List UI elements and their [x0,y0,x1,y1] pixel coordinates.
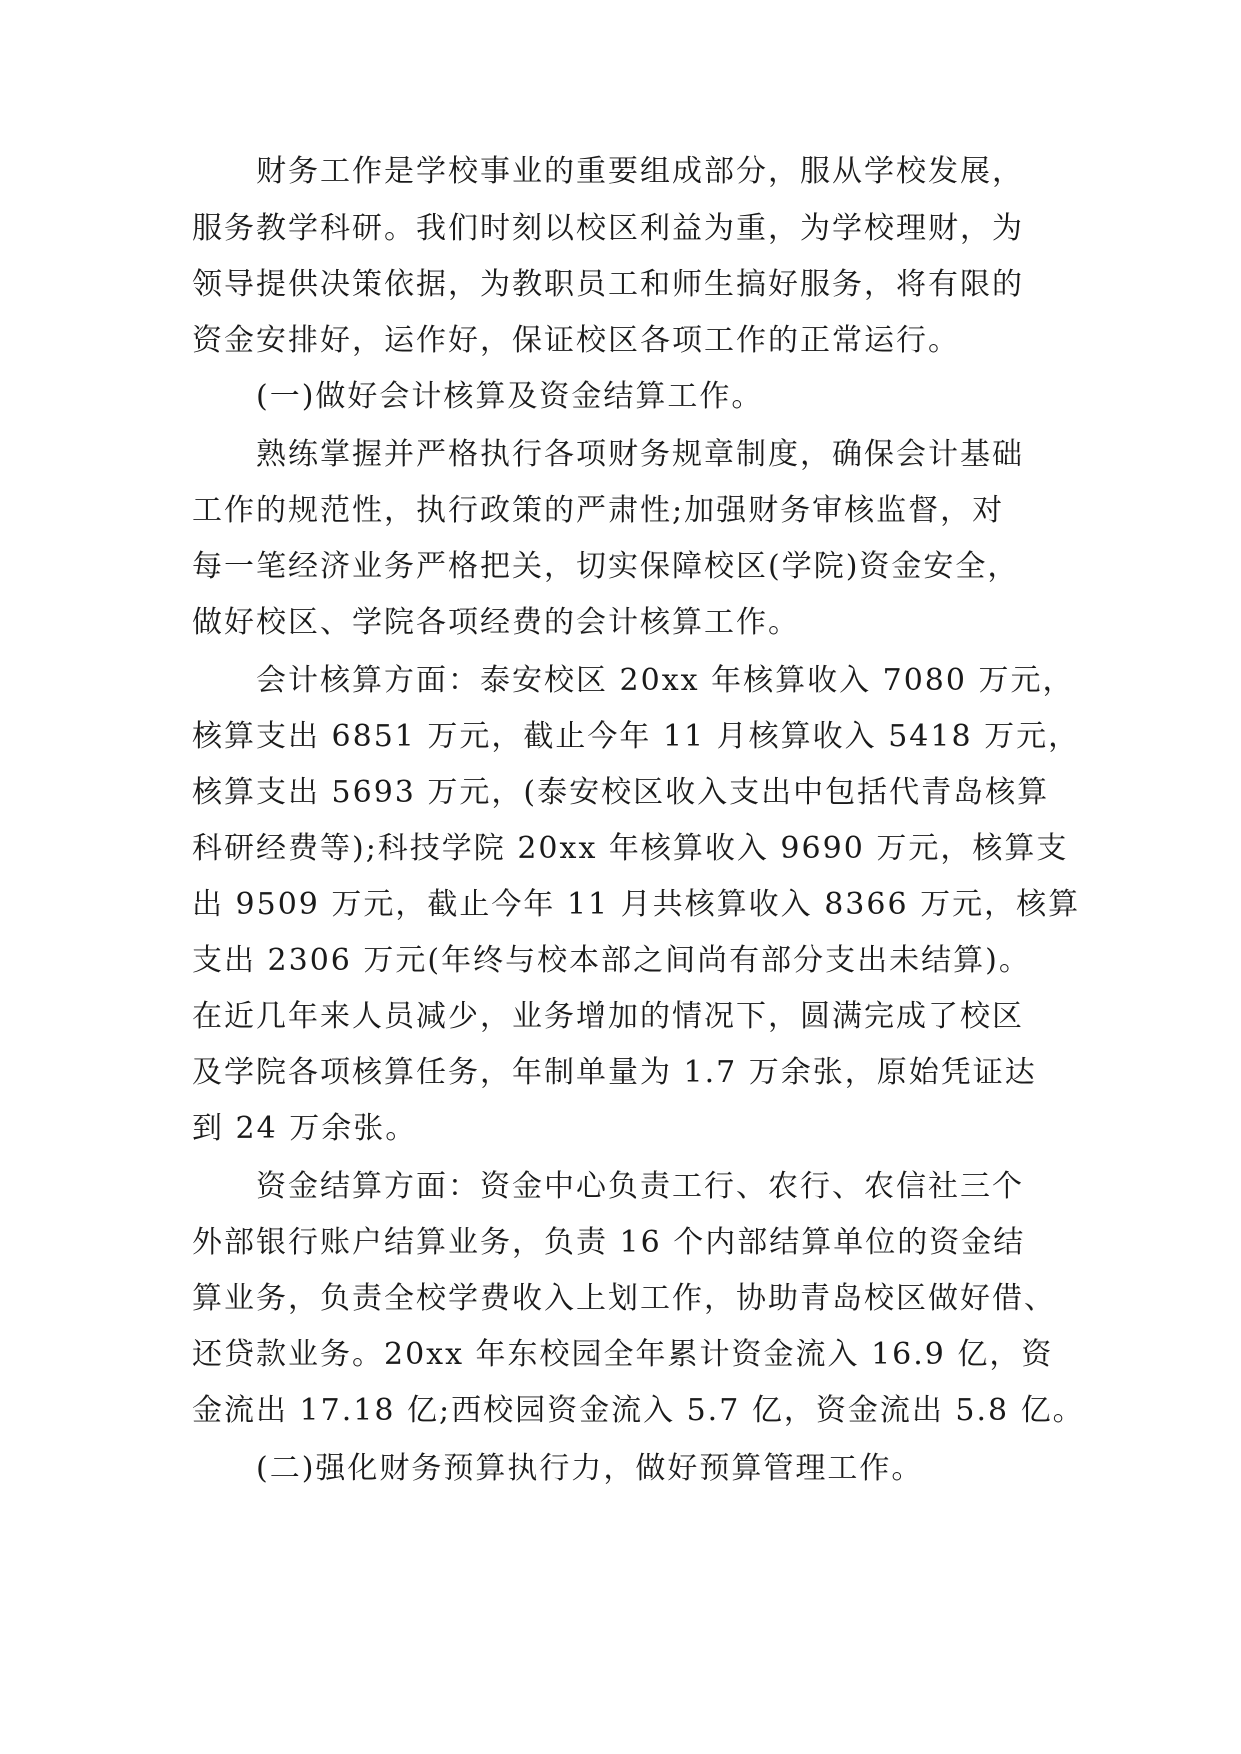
text-line: 熟练掌握并严格执行各项财务规章制度，确保会计基础 [256,437,1024,472]
text-line: 财务工作是学校事业的重要组成部分，服从学校发展， [256,154,1024,189]
text-line: 做好校区、学院各项经费的会计核算工作。 [192,605,800,640]
text-line: 科研经费等);科技学院 20xx 年核算收入 9690 万元，核算支 [192,831,1069,866]
text-line: 资金安排好，运作好，保证校区各项工作的正常运行。 [192,323,960,358]
text-line: 支出 2306 万元(年终与校本部之间尚有部分支出未结算)。 [192,943,1031,978]
text-line: 还贷款业务。20xx 年东校园全年累计资金流入 16.9 亿，资 [192,1337,1054,1372]
text-line: 出 9509 万元，截止今年 11 月共核算收入 8366 万元，核算 [192,887,1081,922]
text-line: 核算支出 6851 万元，截止今年 11 月核算收入 5418 万元， [192,719,1081,754]
section-heading: (一)做好会计核算及资金结算工作。 [256,379,764,414]
text-line: 工作的规范性，执行政策的严肃性;加强财务审核监督，对 [192,493,1005,528]
section-heading: (二)强化财务预算执行力，做好预算管理工作。 [256,1451,924,1486]
text-line: 及学院各项核算任务，年制单量为 1.7 万余张，原始凭证达 [192,1055,1037,1090]
text-line: 外部银行账户结算业务，负责 16 个内部结算单位的资金结 [192,1225,1026,1260]
text-line: 会计核算方面：泰安校区 20xx 年核算收入 7080 万元， [256,663,1075,698]
text-line: 到 24 万余张。 [192,1111,418,1146]
text-line: 核算支出 5693 万元，(泰安校区收入支出中包括代青岛核算 [192,775,1050,810]
text-line: 算业务，负责全校学费收入上划工作，协助青岛校区做好借、 [192,1281,1056,1316]
text-line: 在近几年来人员减少，业务增加的情况下，圆满完成了校区 [192,999,1024,1034]
text-line: 领导提供决策依据，为教职员工和师生搞好服务，将有限的 [192,267,1024,302]
text-line: 资金结算方面：资金中心负责工行、农行、农信社三个 [256,1169,1024,1204]
text-line: 金流出 17.18 亿;西校园资金流入 5.7 亿，资金流出 5.8 亿。 [192,1393,1085,1428]
text-line: 每一笔经济业务严格把关，切实保障校区(学院)资金安全， [192,549,1020,584]
text-line: 服务教学科研。我们时刻以校区利益为重，为学校理财，为 [192,211,1024,246]
